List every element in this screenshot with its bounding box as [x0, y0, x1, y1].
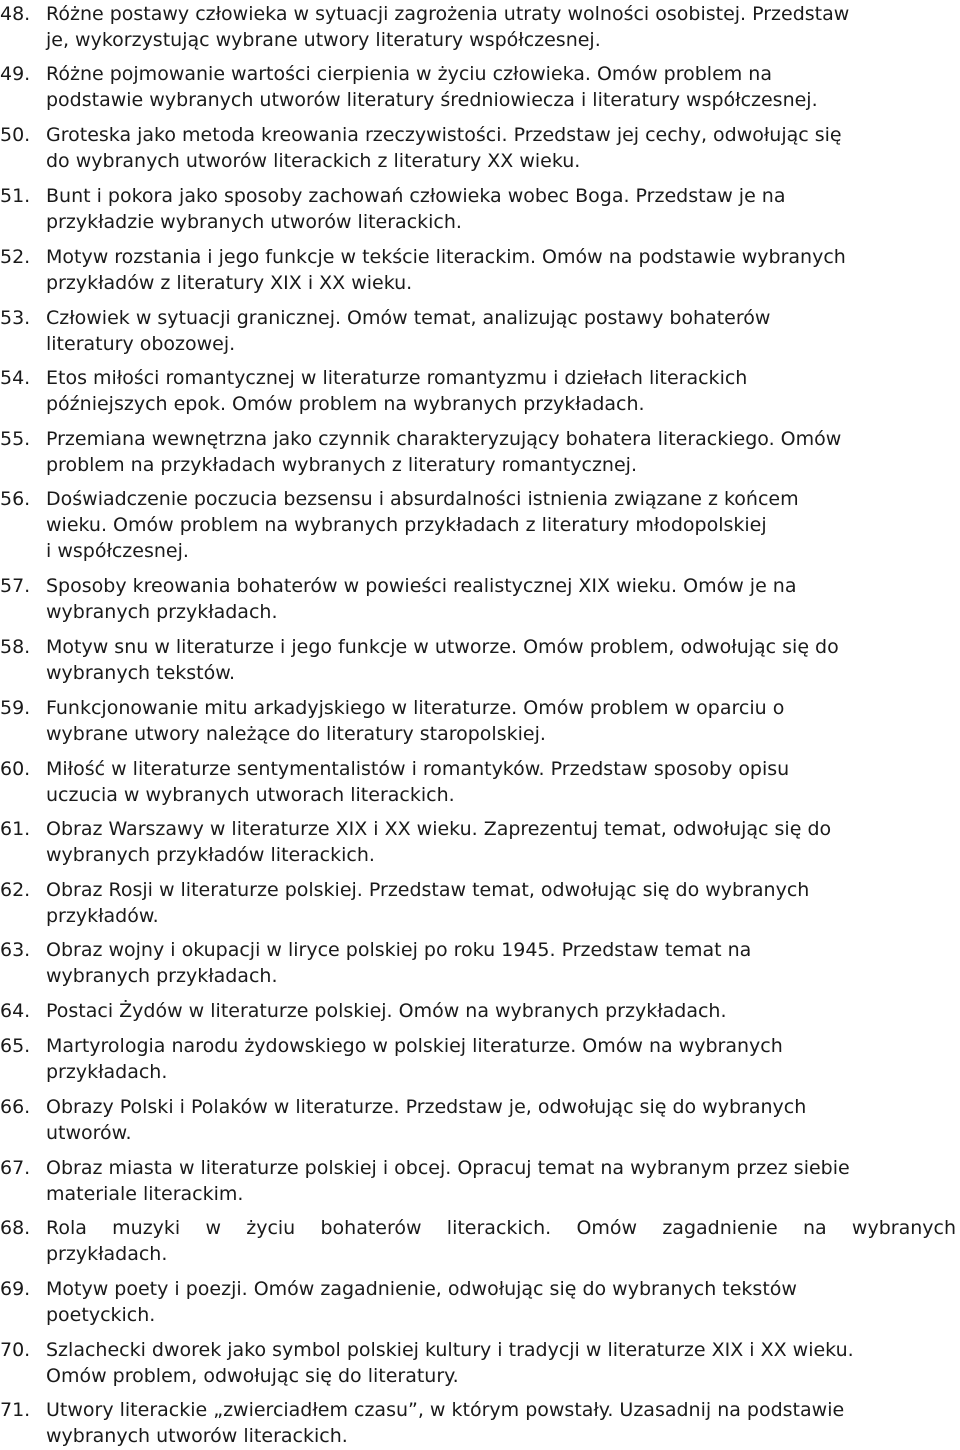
item-line: Utwory literackie „zwierciadłem czasu”, w którym powstały. Uzasadnij na podstawie	[46, 1399, 845, 1421]
list-item	[0, 816, 956, 868]
item-text	[46, 573, 956, 625]
item-line: późniejszych epok. Omów problem na wybranych przykładach.	[46, 393, 645, 415]
item-line: Etos miłości romantycznej w literaturze romantyzmu i dziełach literackich	[46, 367, 748, 389]
item-line: Człowiek w sytuacji granicznej. Omów temat, analizując postawy bohaterów	[46, 307, 771, 329]
item-line: przykładach.	[46, 1061, 168, 1083]
item-line: Szlachecki dworek jako symbol polskiej kultury i tradycji w literaturze XIX i XX wieku.	[46, 1339, 854, 1361]
list-item	[0, 122, 956, 174]
item-number: 71.	[0, 1399, 31, 1421]
item-line: Motyw poety i poezji. Omów zagadnienie, odwołując się do wybranych tekstów	[46, 1278, 797, 1300]
item-text	[46, 1155, 956, 1207]
list-item	[0, 1215, 956, 1267]
item-number: 55.	[0, 428, 31, 450]
item-text	[46, 756, 956, 808]
item-line: Rola muzyki w życiu bohaterów literackich. Omów zagadnienie na wybranych	[46, 1217, 956, 1239]
item-text	[46, 634, 956, 686]
item-number: 52.	[0, 246, 31, 268]
item-text	[46, 244, 956, 296]
item-number: 57.	[0, 575, 31, 597]
list-item	[0, 61, 956, 113]
item-line: uczucia w wybranych utworach literackich.	[46, 784, 455, 806]
list-item	[0, 1, 956, 53]
item-number: 68.	[0, 1217, 31, 1239]
list-item	[0, 183, 956, 235]
list-item	[0, 573, 956, 625]
item-text	[46, 365, 956, 417]
item-line: wieku. Omów problem na wybranych przykładach z literatury młodopolskiej	[46, 514, 767, 536]
item-line: Sposoby kreowania bohaterów w powieści realistycznej XIX wieku. Omów je na	[46, 575, 797, 597]
item-number: 50.	[0, 124, 31, 146]
item-line: wybranych utworów literackich.	[46, 1425, 348, 1447]
list-item	[0, 1337, 956, 1389]
item-number: 48.	[0, 3, 31, 25]
item-text	[46, 1094, 956, 1146]
item-number: 54.	[0, 367, 31, 389]
list-item	[0, 365, 956, 417]
list-item	[0, 756, 956, 808]
item-line: wybranych tekstów.	[46, 662, 236, 684]
list-item	[0, 305, 956, 357]
item-line: wybranych przykładów literackich.	[46, 844, 375, 866]
item-text	[46, 1033, 956, 1085]
item-line: Obraz wojny i okupacji w liryce polskiej po roku 1945. Przedstaw temat na	[46, 939, 752, 961]
item-line: Przemiana wewnętrzna jako czynnik charakteryzujący bohatera literackiego. Omów	[46, 428, 842, 450]
list-item	[0, 1397, 956, 1449]
item-text	[46, 426, 956, 478]
item-line: Postaci Żydów w literaturze polskiej. Omów na wybranych przykładach.	[46, 1000, 727, 1022]
item-line: je, wykorzystując wybrane utwory literatury współczesnej.	[46, 29, 601, 51]
item-number: 67.	[0, 1157, 31, 1179]
item-text	[46, 1, 956, 53]
item-text	[46, 1337, 956, 1389]
list-item	[0, 244, 956, 296]
item-number: 63.	[0, 939, 31, 961]
item-line: Bunt i pokora jako sposoby zachowań człowieka wobec Boga. Przedstaw je na	[46, 185, 786, 207]
item-text	[46, 1276, 956, 1328]
item-line: Obrazy Polski i Polaków w literaturze. Przedstaw je, odwołując się do wybranych	[46, 1096, 807, 1118]
list-item	[0, 486, 956, 564]
item-number: 53.	[0, 307, 31, 329]
item-line: utworów.	[46, 1122, 132, 1144]
item-text	[46, 937, 956, 989]
item-line: przykładzie wybranych utworów literackich.	[46, 211, 462, 233]
item-line: materiale literackim.	[46, 1183, 244, 1205]
item-line: przykładów.	[46, 905, 159, 927]
item-line: Groteska jako metoda kreowania rzeczywistości. Przedstaw jej cechy, odwołując się	[46, 124, 842, 146]
item-line: do wybranych utworów literackich z literatury XX wieku.	[46, 150, 581, 172]
item-line: Różne postawy człowieka w sytuacji zagrożenia utraty wolności osobistej. Przedstaw	[46, 3, 850, 25]
list-item	[0, 998, 956, 1024]
list-item	[0, 1276, 956, 1328]
item-text	[46, 816, 956, 868]
item-line: Martyrologia narodu żydowskiego w polskiej literaturze. Omów na wybranych	[46, 1035, 783, 1057]
item-text	[46, 998, 956, 1024]
list-item	[0, 695, 956, 747]
item-text	[46, 486, 956, 564]
item-text	[46, 61, 956, 113]
item-number: 51.	[0, 185, 31, 207]
list-item	[0, 1094, 956, 1146]
item-line: Motyw snu w literaturze i jego funkcje w utworze. Omów problem, odwołując się do	[46, 636, 839, 658]
item-line: Obraz Rosji w literaturze polskiej. Przedstaw temat, odwołując się do wybranych	[46, 879, 810, 901]
item-text	[46, 305, 956, 357]
item-number: 65.	[0, 1035, 31, 1057]
list-item	[0, 937, 956, 989]
list-item	[0, 1033, 956, 1085]
item-line: poetyckich.	[46, 1304, 156, 1326]
item-line: podstawie wybranych utworów literatury średniowiecza i literatury współczesnej.	[46, 89, 818, 111]
item-text	[46, 1215, 956, 1267]
item-line: Motyw rozstania i jego funkcje w tekście literackim. Omów na podstawie wybranych	[46, 246, 846, 268]
item-line: Miłość w literaturze sentymentalistów i romantyków. Przedstaw sposoby opisu	[46, 758, 790, 780]
item-text	[46, 122, 956, 174]
item-number: 69.	[0, 1278, 31, 1300]
item-number: 66.	[0, 1096, 31, 1118]
item-number: 60.	[0, 758, 31, 780]
item-line: wybranych przykładach.	[46, 965, 278, 987]
list-item	[0, 426, 956, 478]
item-number: 64.	[0, 1000, 31, 1022]
item-text	[46, 877, 956, 929]
item-line: wybrane utwory należące do literatury staropolskiej.	[46, 723, 546, 745]
item-line: Doświadczenie poczucia bezsensu i absurdalności istnienia związane z końcem	[46, 488, 799, 510]
item-number: 56.	[0, 488, 31, 510]
item-line: i współczesnej.	[46, 540, 189, 562]
item-line: problem na przykładach wybranych z literatury romantycznej.	[46, 454, 637, 476]
item-text	[46, 695, 956, 747]
item-number: 62.	[0, 879, 31, 901]
item-number: 58.	[0, 636, 31, 658]
list-item	[0, 634, 956, 686]
item-line: wybranych przykładach.	[46, 601, 278, 623]
item-text	[46, 183, 956, 235]
list-item	[0, 877, 956, 929]
item-text	[46, 1397, 956, 1449]
item-line: przykładach.	[46, 1243, 168, 1265]
item-line: Obraz Warszawy w literaturze XIX i XX wieku. Zaprezentuj temat, odwołując się do	[46, 818, 832, 840]
item-number: 59.	[0, 697, 31, 719]
item-number: 61.	[0, 818, 31, 840]
list-item	[0, 1155, 956, 1207]
item-line: literatury obozowej.	[46, 333, 236, 355]
item-number: 49.	[0, 63, 31, 85]
item-line: Omów problem, odwołując się do literatury.	[46, 1365, 459, 1387]
item-line: Różne pojmowanie wartości cierpienia w życiu człowieka. Omów problem na	[46, 63, 772, 85]
item-number: 70.	[0, 1339, 31, 1361]
item-line: przykładów z literatury XIX i XX wieku.	[46, 272, 413, 294]
item-line: Obraz miasta w literaturze polskiej i obcej. Opracuj temat na wybranym przez siebie	[46, 1157, 850, 1179]
item-line: Funkcjonowanie mitu arkadyjskiego w literaturze. Omów problem w oparciu o	[46, 697, 785, 719]
